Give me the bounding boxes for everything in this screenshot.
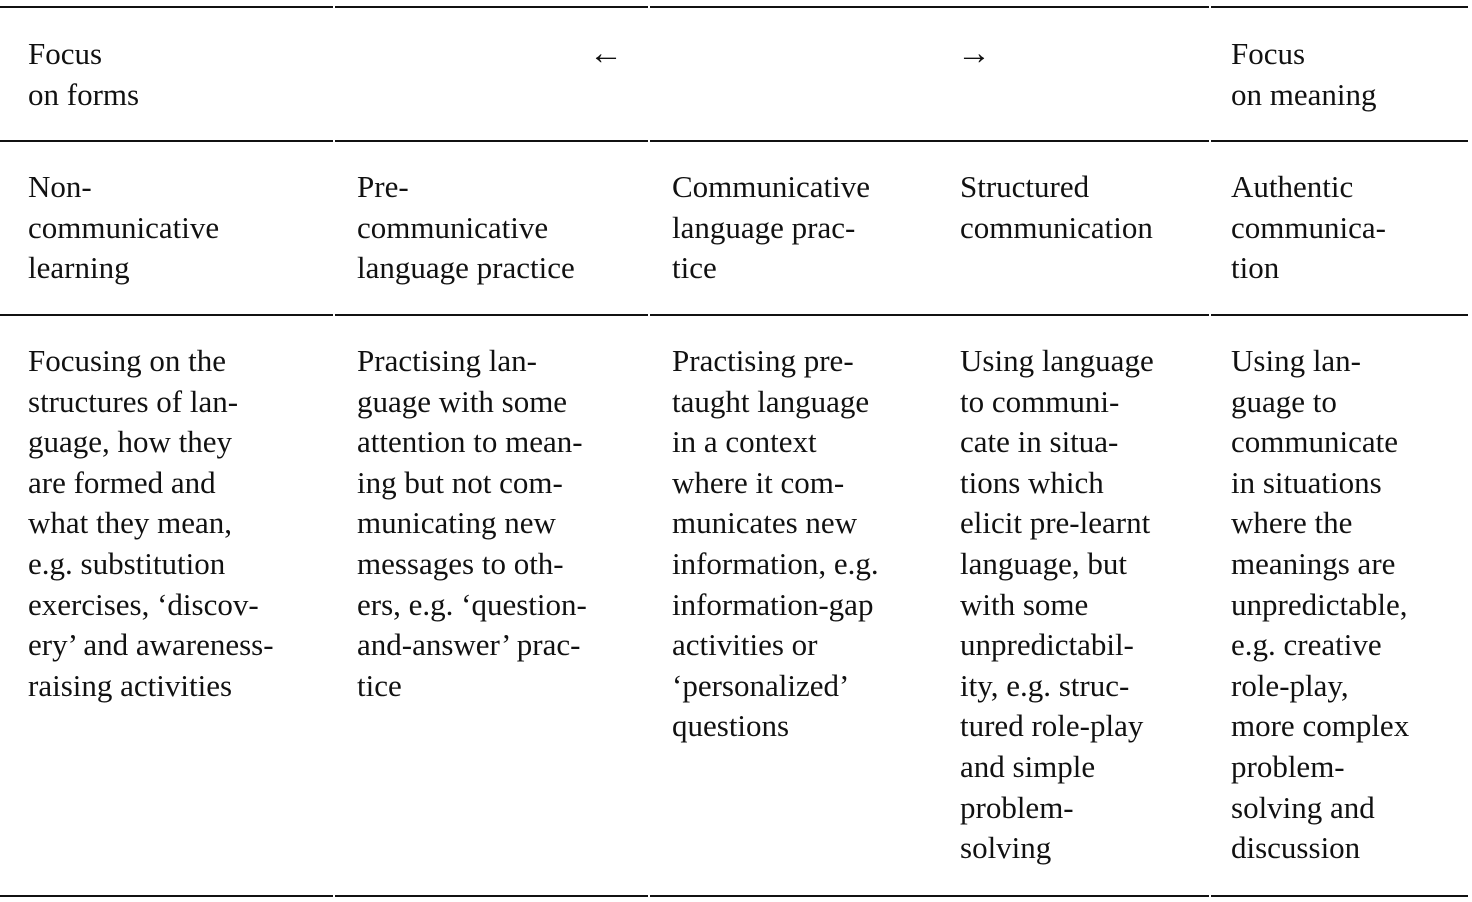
category-communicative-practice: Communicative language prac- tice: [672, 169, 871, 286]
description-authentic-communication: Using lan- guage to communicate in situations where the meanings are unpredictable, e.g. creative role-play, more complex problem- solving and discussion: [1231, 343, 1410, 866]
description-structured-communication: Using language to communi- cate in situa- tions which elicit pre-learnt language, but with some unpredictabil- ity, e.g. struc- tured role-play and simple problem- solving: [960, 343, 1154, 866]
category-structured-communication: Structured communication: [960, 169, 1153, 245]
top-rule: [0, 6, 1468, 8]
right-arrow-icon: →: [957, 35, 991, 72]
header-divider-rule: [0, 140, 1468, 142]
category-non-communicative: Non- communicative learning: [28, 169, 220, 286]
focus-on-meaning-label: Focus on meaning: [1231, 36, 1377, 112]
description-non-communicative: Focusing on the structures of lan- guage, how they are formed and what they mean, e.g. substitution exercises, ‘discov- ery’ and awareness- raising activities: [28, 343, 274, 703]
category-pre-communicative: Pre- communicative language practice: [357, 169, 575, 286]
category-authentic-communication: Authentic communica- tion: [1231, 169, 1386, 286]
focus-on-forms-label: Focus on forms: [28, 36, 140, 112]
left-arrow-icon: ←: [589, 35, 623, 72]
description-pre-communicative: Practising lan- guage with some attention to mean- ing but not com- municating new messages to oth- ers, e.g. ‘question- and-answer’ prac- tice: [357, 343, 587, 703]
description-communicative-practice: Practising pre- taught language in a context where it com- municates new information, e.g. information-gap activities or ‘personalized’ questions: [672, 343, 879, 744]
bottom-rule: [0, 895, 1468, 897]
category-divider-rule: [0, 314, 1468, 316]
